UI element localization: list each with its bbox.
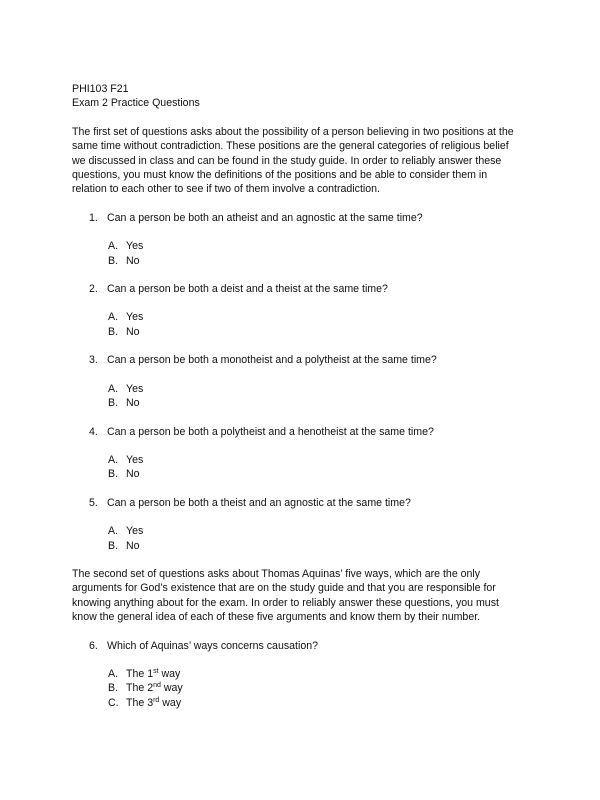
- option-letter: A.: [108, 382, 119, 395]
- answer-options: [72, 667, 542, 710]
- document-header: [72, 82, 542, 111]
- paragraph-line: The first set of questions asks about the possibility of a person believing in two positions at the: [72, 125, 514, 138]
- answer-option: [108, 453, 542, 467]
- option-text: Yes: [126, 311, 144, 324]
- answer-options: [72, 310, 542, 339]
- answer-options: [72, 382, 542, 411]
- answer-option: [108, 382, 542, 396]
- option-text: Yes: [126, 240, 144, 253]
- paragraph-line: arguments for God’s existence that are on the study guide and that you are responsible for: [72, 582, 496, 595]
- option-text: No: [126, 539, 140, 552]
- paragraph-line: questions, you must know the definitions of the positions and be able to consider them in: [72, 169, 488, 182]
- question-number: 2.: [89, 283, 98, 296]
- paragraph-line: The second set of questions asks about Thomas Aquinas’ five ways, which are the only: [72, 567, 481, 580]
- answer-option: [108, 524, 542, 538]
- paragraph-line: we discussed in class and can be found in the study guide. In order to reliably answer these: [72, 154, 502, 167]
- question-text: Can a person be both a deist and a theist at the same time?: [107, 283, 388, 296]
- option-letter: B.: [108, 254, 119, 267]
- intro-paragraph-2: [72, 567, 542, 625]
- option-letter: B.: [108, 397, 119, 410]
- answer-option: [108, 239, 542, 253]
- option-letter: B.: [108, 468, 119, 481]
- option-text: The 1st way: [126, 667, 181, 680]
- option-text: The 3rd way: [126, 696, 182, 709]
- question-text: Can a person be both a polytheist and a henotheist at the same time?: [107, 425, 434, 438]
- question-text: Can a person be both an atheist and an agnostic at the same time?: [107, 211, 423, 224]
- option-letter: A.: [108, 525, 119, 538]
- option-letter: A.: [108, 240, 119, 253]
- option-text: No: [126, 397, 140, 410]
- option-text: Yes: [126, 453, 144, 466]
- answer-option: [108, 467, 542, 481]
- question-4: [72, 425, 542, 482]
- answer-option: [108, 396, 542, 410]
- option-text: No: [126, 325, 140, 338]
- answer-option: [108, 310, 542, 324]
- option-text: No: [126, 468, 140, 481]
- question-text: Can a person be both a monotheist and a polytheist at the same time?: [107, 354, 437, 367]
- question-1: [72, 211, 542, 268]
- question-2: [72, 282, 542, 339]
- answer-options: [72, 239, 542, 268]
- question-number: 3.: [89, 354, 98, 367]
- question-number: 1.: [89, 211, 98, 224]
- option-letter: A.: [108, 667, 119, 680]
- option-letter: A.: [108, 311, 119, 324]
- answer-option: [108, 681, 542, 695]
- question-number: 4.: [89, 425, 98, 438]
- option-text: No: [126, 254, 140, 267]
- paragraph-line: same time without contradiction. These positions are the general categories of religious belief: [72, 140, 509, 153]
- question-number: 5.: [89, 496, 98, 509]
- option-text: Yes: [126, 525, 144, 538]
- option-letter: B.: [108, 539, 119, 552]
- document-page: [72, 82, 542, 710]
- question-number: 6.: [89, 639, 98, 652]
- option-letter: B.: [108, 682, 119, 695]
- option-text: Yes: [126, 382, 144, 395]
- option-letter: A.: [108, 453, 119, 466]
- option-letter: C.: [108, 696, 119, 709]
- paragraph-line: know the general idea of each of these five arguments and know them by their number.: [72, 611, 481, 624]
- question-text: Which of Aquinas’ ways concerns causation?: [107, 639, 319, 652]
- paragraph-line: relation to each other to see if two of them involve a contradiction.: [72, 183, 380, 196]
- option-text: The 2nd way: [126, 682, 183, 695]
- answer-option: [108, 539, 542, 553]
- answer-options: [72, 453, 542, 482]
- question-text: Can a person be both a theist and an agnostic at the same time?: [107, 496, 411, 509]
- intro-paragraph-1: [72, 125, 542, 197]
- answer-option: [108, 254, 542, 268]
- answer-option: [108, 667, 542, 681]
- answer-options: [72, 524, 542, 553]
- question-5: [72, 496, 542, 553]
- question-6: [72, 639, 542, 711]
- option-letter: B.: [108, 325, 119, 338]
- course-code: PHI103 F21: [72, 83, 129, 95]
- paragraph-line: knowing anything about for the exam. In order to reliably answer these questions, you must: [72, 596, 499, 609]
- question-3: [72, 353, 542, 410]
- document-title: Exam 2 Practice Questions: [72, 97, 200, 110]
- answer-option: [108, 696, 542, 710]
- answer-option: [108, 325, 542, 339]
